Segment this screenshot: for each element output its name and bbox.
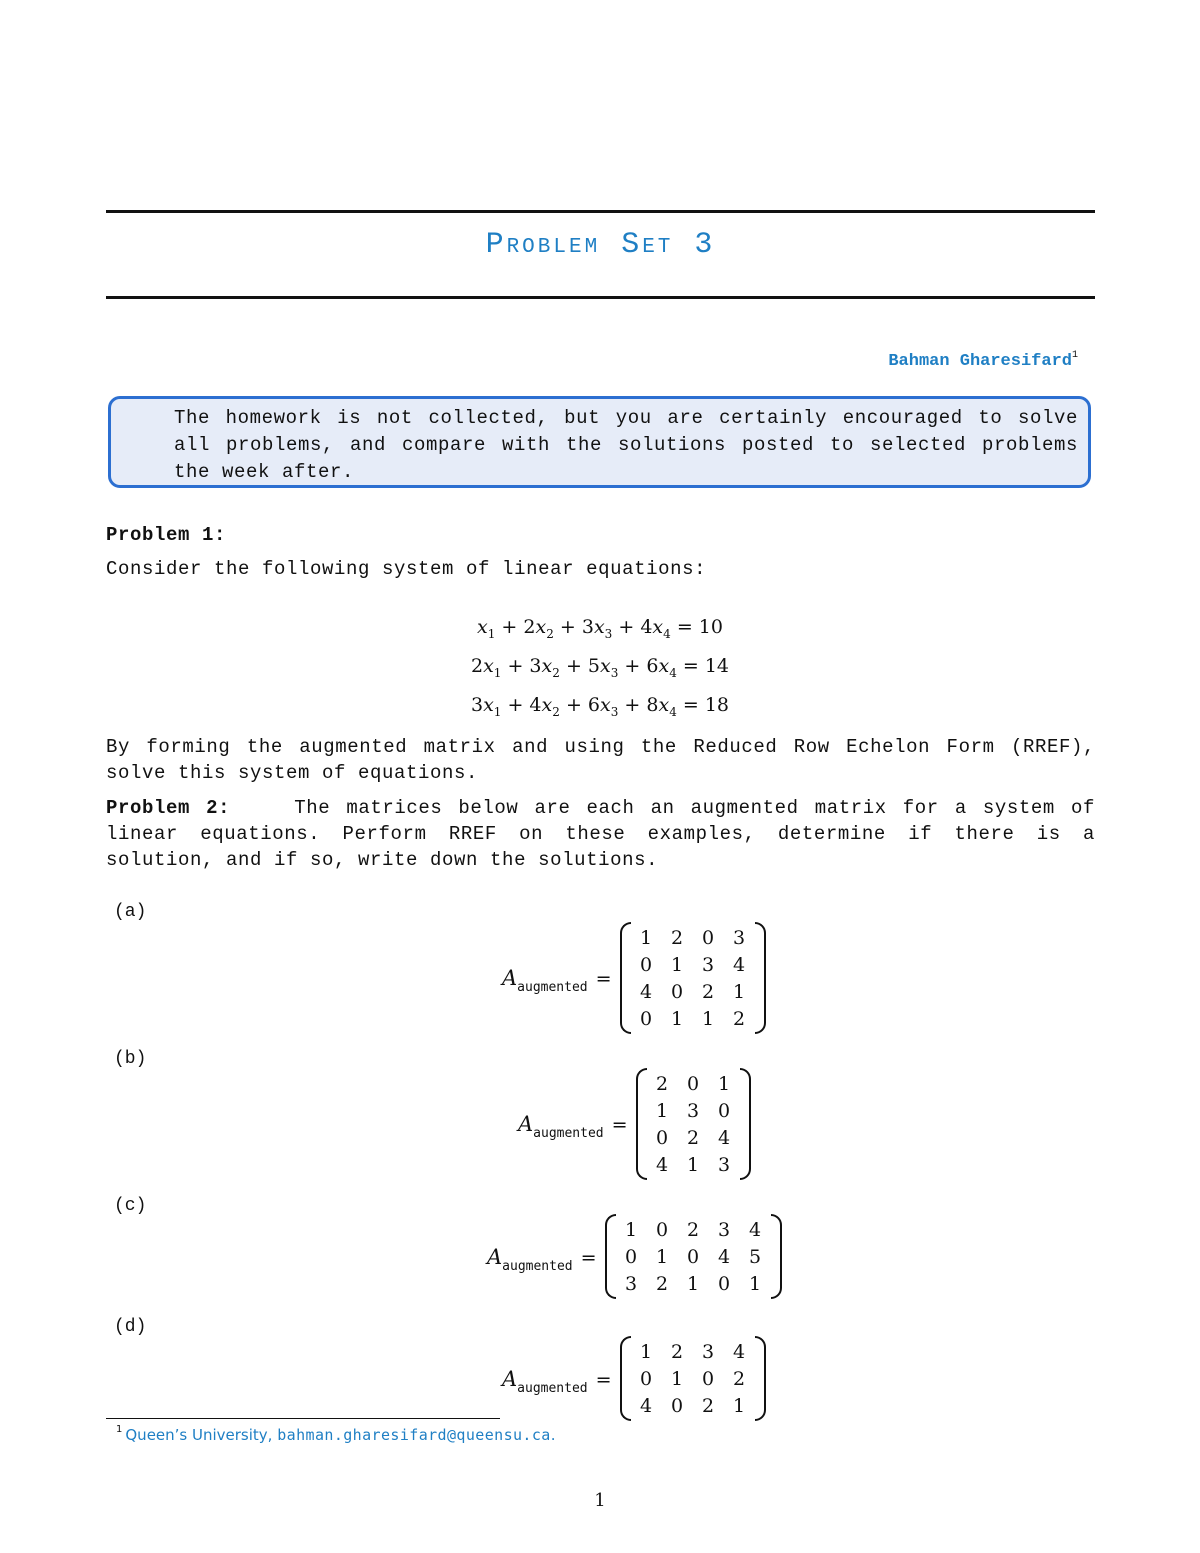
matrix-lhs [502, 1366, 612, 1396]
footnote-affiliation: Queen’s University, [125, 1426, 273, 1444]
term-coefficient: 2 [470, 655, 484, 677]
term-coefficient: + 4 [618, 616, 653, 638]
matrix-row [631, 1365, 755, 1392]
equation-term [501, 616, 554, 641]
term-variable: x [541, 694, 553, 716]
equation-term [477, 616, 496, 641]
term-coefficient: + 4 [507, 694, 542, 716]
term-index: 1 [493, 665, 502, 680]
equation-term [683, 694, 729, 716]
problem2-paragraph [106, 795, 1095, 873]
problem1-heading: Problem 1: [106, 524, 227, 546]
matrix-cell: 1 [687, 1153, 700, 1176]
problem1-closing: By forming the augmented matrix and using the Reduced Row Echelon Form (RREF), solve this system of equations. [106, 736, 1095, 784]
footnote-end: . [550, 1426, 556, 1444]
right-paren [755, 1336, 766, 1421]
page-number: 1 [594, 1490, 606, 1511]
term-variable: x [483, 694, 494, 716]
matrix-cell: 4 [749, 1218, 762, 1241]
equals-sign: = [595, 968, 612, 990]
matrix-cell: 0 [687, 1245, 700, 1268]
matrix-row [631, 1338, 755, 1365]
matrix-row [616, 1243, 771, 1270]
notice-box [108, 396, 1091, 488]
matrix-cell: 4 [718, 1245, 731, 1268]
matrix-cell: 2 [687, 1126, 700, 1149]
matrix-cell: 2 [733, 1007, 746, 1030]
equation-line [330, 655, 870, 680]
matrix-subscript: augmented [517, 980, 588, 995]
footnote-mark: 1 [116, 1424, 123, 1435]
matrix-cell: 2 [733, 1367, 746, 1390]
equation-line [330, 616, 870, 641]
equation-term [470, 694, 502, 719]
matrix-cell: 0 [702, 1367, 715, 1390]
part-label: (b) [114, 1049, 147, 1069]
equation-term [565, 694, 619, 719]
matrix-cell: 1 [733, 1394, 746, 1417]
augmented-matrix-equation [487, 1214, 782, 1299]
matrix-cell: 0 [671, 980, 684, 1003]
term-coefficient: = 10 [676, 616, 723, 638]
matrix-cell: 0 [640, 1007, 653, 1030]
equation-term [565, 655, 619, 680]
matrix-row [631, 978, 755, 1005]
problem1-intro: Consider the following system of linear equations: [106, 558, 707, 580]
matrix-lhs [518, 1112, 628, 1141]
matrix-cell: 1 [625, 1218, 638, 1241]
term-variable: x [483, 655, 494, 677]
augmented-matrix-equation [502, 1336, 766, 1421]
matrix-row [616, 1216, 771, 1243]
right-paren [740, 1068, 751, 1180]
part-label: (a) [114, 902, 147, 922]
matrix-cell: 4 [640, 1394, 653, 1417]
equation-term [618, 616, 671, 641]
matrix-cell: 4 [656, 1153, 669, 1176]
matrix-row [647, 1097, 740, 1124]
term-coefficient: + 3 [507, 655, 542, 677]
matrix-cell: 1 [749, 1272, 762, 1295]
term-variable: x [600, 694, 611, 716]
matrix-cell: 2 [671, 1340, 684, 1363]
matrix-symbol: A [502, 966, 518, 990]
matrix-cell: 2 [671, 926, 684, 949]
matrix-cell: 1 [671, 1007, 684, 1030]
matrix-cell: 3 [718, 1153, 731, 1176]
equals-sign: = [580, 1246, 597, 1269]
term-index: 3 [604, 626, 613, 641]
matrix-cell: 3 [702, 1340, 715, 1363]
matrix-row [631, 1392, 755, 1419]
equation-term [507, 694, 560, 719]
term-index: 4 [669, 665, 677, 680]
left-paren [620, 1336, 631, 1421]
matrix-lhs [502, 966, 612, 995]
term-index: 4 [663, 626, 671, 641]
augmented-matrix-equation [502, 922, 766, 1034]
part-label: (d) [114, 1317, 147, 1337]
matrix-cell: 3 [687, 1099, 700, 1122]
equation-term [624, 655, 677, 680]
matrix-subscript: augmented [533, 1126, 604, 1141]
matrix-cell: 1 [687, 1272, 700, 1295]
term-variable: x [652, 616, 664, 638]
matrix-symbol: A [518, 1112, 534, 1136]
matrix-cell: 1 [671, 953, 684, 976]
footnote-email[interactable]: bahman.gharesifard@queensu.ca [277, 1426, 551, 1444]
top-rule [106, 210, 1095, 213]
matrix-cell: 0 [687, 1072, 700, 1095]
notice-text: The homework is not collected, but you are certainly encouraged to solve all problems, and compare with the solutions posted to selected problems the week after. [174, 407, 1078, 483]
matrix-lhs [487, 1244, 597, 1274]
term-variable: x [541, 655, 553, 677]
matrix-cell: 1 [733, 980, 746, 1003]
matrix-cell: 0 [640, 953, 653, 976]
problem2-heading: Problem 2: [106, 797, 231, 819]
matrix-cell: 0 [718, 1272, 731, 1295]
footnote [116, 1426, 556, 1444]
matrix-row [631, 924, 755, 951]
matrix-cell: 1 [671, 1367, 684, 1390]
bottom-rule [106, 296, 1095, 299]
term-index: 3 [610, 665, 619, 680]
matrix-cell: 0 [671, 1394, 684, 1417]
author-text: Bahman Gharesifard [888, 352, 1072, 371]
matrix-cell: 3 [625, 1272, 638, 1295]
matrix-cell: 2 [656, 1272, 669, 1295]
matrix-cell: 1 [702, 1007, 715, 1030]
matrix-cell: 3 [702, 953, 715, 976]
left-paren [636, 1068, 647, 1180]
matrix-cell: 0 [702, 926, 715, 949]
equation-term [624, 694, 677, 719]
author-footnote-mark: 1 [1071, 350, 1078, 361]
matrix-cell: 5 [749, 1245, 762, 1268]
term-variable: x [600, 655, 611, 677]
author-name [888, 352, 1078, 371]
term-coefficient: 3 [470, 694, 484, 716]
equation-term [683, 655, 729, 677]
term-index: 2 [552, 665, 560, 680]
matrix-cell: 1 [656, 1099, 669, 1122]
matrix-cell: 0 [718, 1099, 731, 1122]
term-coefficient: + 2 [501, 616, 536, 638]
term-index: 3 [610, 704, 619, 719]
right-paren [771, 1214, 782, 1299]
matrix-cell: 0 [640, 1367, 653, 1390]
matrix-cell: 4 [733, 953, 746, 976]
matrix-subscript: augmented [502, 1258, 573, 1274]
matrix-cell: 4 [733, 1340, 746, 1363]
matrix-cell: 0 [656, 1126, 669, 1149]
matrix-row [616, 1270, 771, 1297]
matrix-grid [616, 1216, 771, 1297]
equals-sign: = [595, 1368, 612, 1391]
equation-term [677, 616, 723, 638]
part-label: (c) [114, 1196, 147, 1216]
term-coefficient: = 18 [682, 694, 730, 716]
matrix-cell: 2 [656, 1072, 669, 1095]
matrix-cell: 4 [718, 1126, 731, 1149]
matrix-grid [647, 1070, 740, 1178]
matrix-symbol: A [487, 1244, 503, 1269]
matrix-grid [631, 1338, 755, 1419]
problem2-intro: The matrices below are each an augmented matrix for a system of linear equations. Perform RREF on these examples, determine if there is a solution, and if so, write down the solutions. [106, 797, 1095, 871]
term-variable: x [593, 616, 605, 638]
matrix-cell: 2 [702, 980, 715, 1003]
equation-term [470, 655, 502, 680]
left-paren [605, 1214, 616, 1299]
equation-line [330, 694, 870, 719]
matrix-cell: 0 [625, 1245, 638, 1268]
term-variable: x [658, 655, 670, 677]
matrix-cell: 2 [702, 1394, 715, 1417]
right-paren [755, 922, 766, 1034]
term-coefficient: = 14 [682, 655, 730, 677]
matrix-subscript: augmented [517, 1380, 588, 1396]
matrix-grid [631, 924, 755, 1032]
matrix-row [647, 1151, 740, 1178]
term-coefficient: + 5 [565, 655, 600, 677]
term-index: 1 [487, 626, 496, 641]
term-variable: x [658, 694, 670, 716]
term-coefficient: + 8 [624, 694, 659, 716]
matrix-cell: 1 [718, 1072, 731, 1095]
term-variable: x [477, 616, 488, 638]
matrix-row [647, 1070, 740, 1097]
left-paren [620, 922, 631, 1034]
term-coefficient: + 6 [624, 655, 659, 677]
term-index: 2 [546, 626, 554, 641]
term-index: 4 [669, 704, 677, 719]
footnote-rule [106, 1418, 500, 1419]
term-variable: x [535, 616, 547, 638]
term-coefficient: + 6 [565, 694, 600, 716]
term-coefficient: + 3 [559, 616, 594, 638]
matrix-cell: 1 [656, 1245, 669, 1268]
equation-term [507, 655, 560, 680]
term-index: 2 [552, 704, 560, 719]
matrix-cell: 1 [640, 1340, 653, 1363]
matrix-row [631, 951, 755, 978]
equals-sign: = [611, 1114, 628, 1136]
augmented-matrix-equation [518, 1068, 751, 1180]
matrix-symbol: A [502, 1366, 518, 1391]
matrix-cell: 3 [718, 1218, 731, 1241]
matrix-row [631, 1005, 755, 1032]
matrix-cell: 4 [640, 980, 653, 1003]
page-title: Problem Set 3 [485, 228, 716, 262]
matrix-cell: 1 [640, 926, 653, 949]
term-index: 1 [493, 704, 502, 719]
matrix-cell: 0 [656, 1218, 669, 1241]
matrix-cell: 2 [687, 1218, 700, 1241]
equation-term [559, 616, 613, 641]
matrix-cell: 3 [733, 926, 746, 949]
matrix-row [647, 1124, 740, 1151]
